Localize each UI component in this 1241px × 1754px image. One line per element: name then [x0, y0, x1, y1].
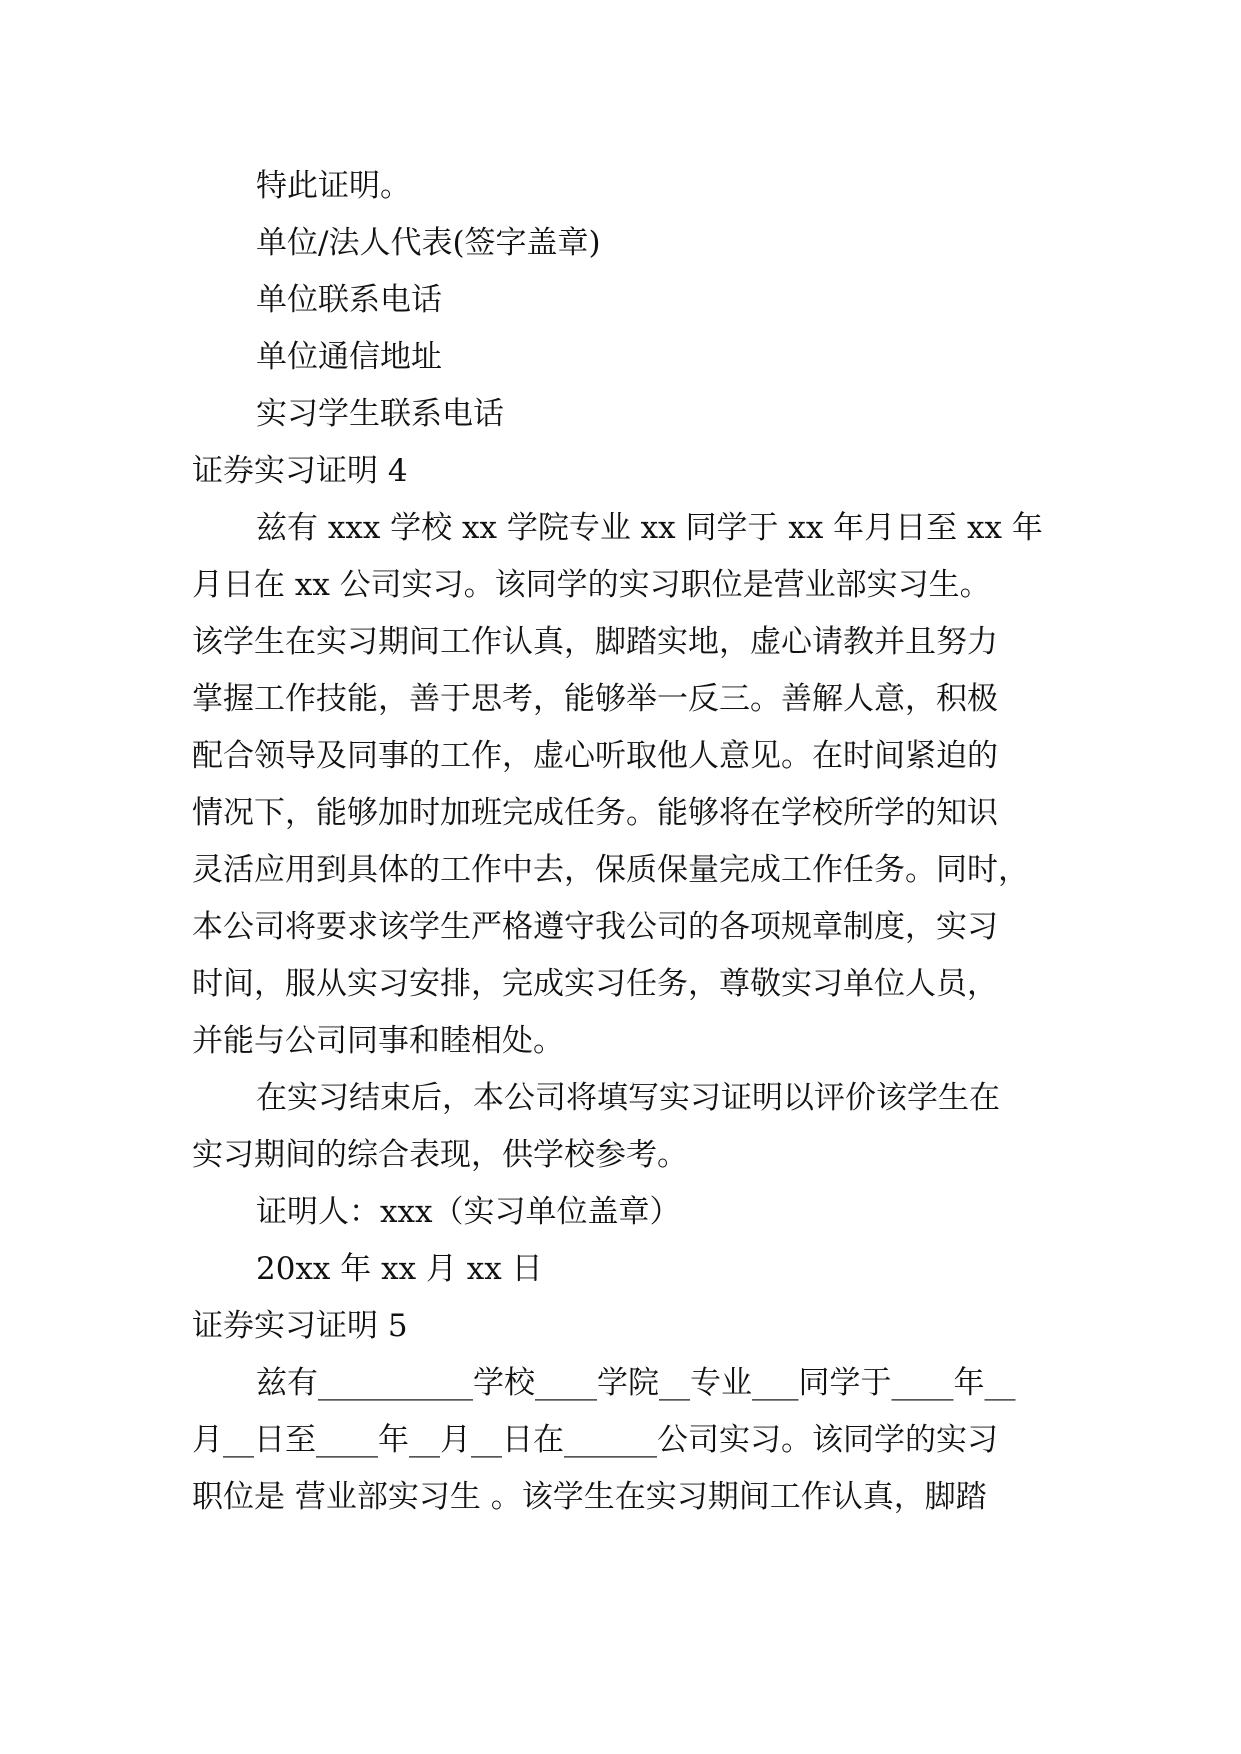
body-line: 月__日至____年__月__日在______公司实习。该同学的实习 [192, 1422, 998, 1458]
body-line: 本公司将要求该学生严格遵守我公司的各项规章制度，实习 [192, 909, 998, 945]
body-line: 掌握工作技能，善于思考，能够举一反三。善解人意，积极 [192, 681, 998, 717]
body-line: 该学生在实习期间工作认真，脚踏实地，虚心请教并且努力 [192, 624, 998, 660]
section-heading-4: 证券实习证明 4 [192, 453, 408, 489]
student-phone-line: 实习学生联系电话 [256, 396, 504, 432]
section-heading-5: 证券实习证明 5 [192, 1308, 408, 1344]
body-line: 月日在 xx 公司实习。该同学的实习职位是营业部实习生。 [192, 567, 991, 603]
body-line: 时间，服从实习安排，完成实习任务，尊敬实习单位人员， [192, 966, 998, 1002]
date-line: 20xx 年 xx 月 xx 日 [256, 1251, 543, 1287]
signature-line: 单位/法人代表(签字盖章) [256, 225, 601, 261]
body-line: 在实习结束后，本公司将填写实习证明以评价该学生在 [256, 1080, 1000, 1116]
certifier-line: 证明人：xxx（实习单位盖章） [256, 1194, 681, 1230]
address-line: 单位通信地址 [256, 339, 442, 375]
body-line: 职位是 营业部实习生 。该学生在实习期间工作认真，脚踏 [192, 1479, 987, 1515]
body-line: 兹有 xxx 学校 xx 学院专业 xx 同学于 xx 年月日至 xx 年 [256, 510, 1043, 546]
body-line: 灵活应用到具体的工作中去，保质保量完成工作任务。同时， [192, 852, 1029, 888]
body-line: 并能与公司同事和睦相处。 [192, 1023, 564, 1059]
body-line: 情况下，能够加时加班完成任务。能够将在学校所学的知识 [192, 795, 998, 831]
phone-line: 单位联系电话 [256, 282, 442, 318]
closing-statement: 特此证明。 [256, 168, 411, 204]
body-line: 兹有__________学校____学院__专业___同学于____年__ [256, 1365, 1016, 1401]
body-line: 实习期间的综合表现，供学校参考。 [192, 1137, 688, 1173]
body-line: 配合领导及同事的工作，虚心听取他人意见。在时间紧迫的 [192, 738, 998, 774]
